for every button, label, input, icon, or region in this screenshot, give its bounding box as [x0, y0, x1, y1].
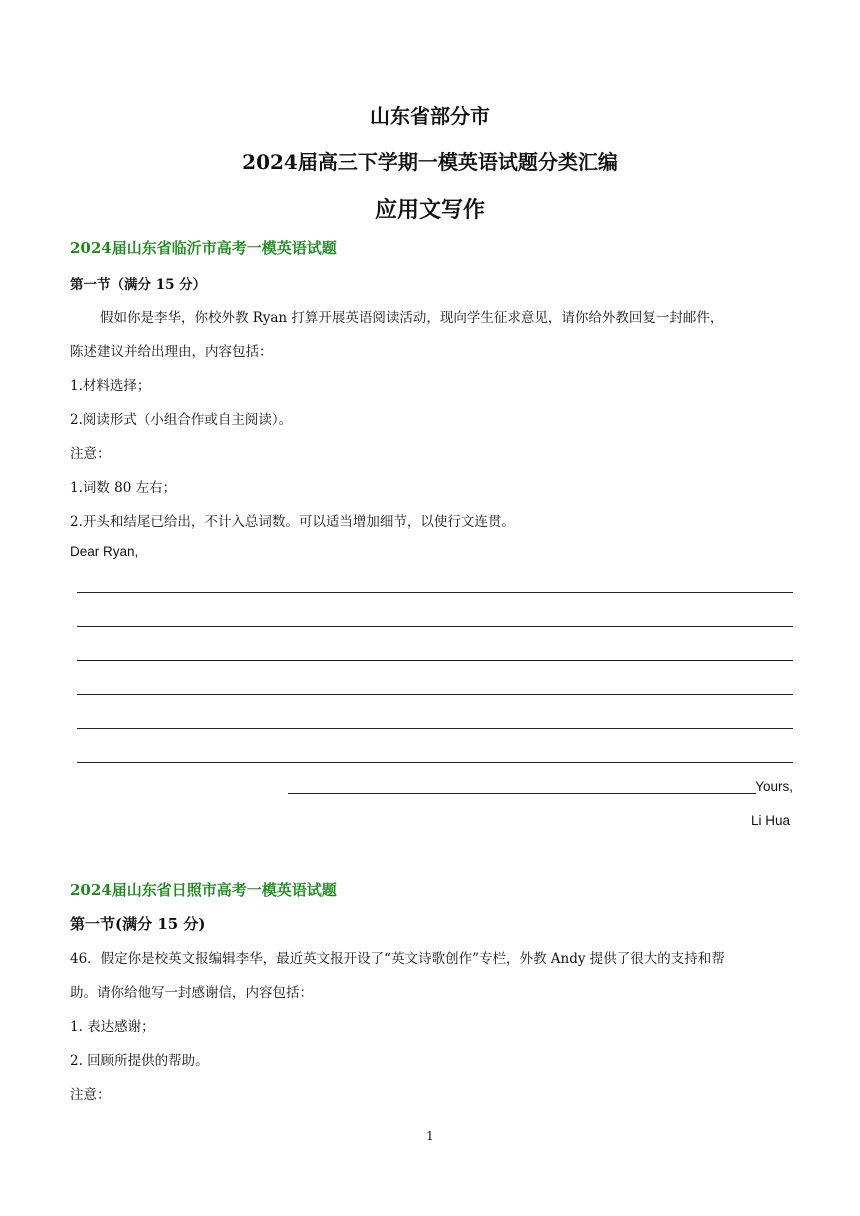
title-line-2: 2024届高三下学期一模英语试题分类汇编	[242, 150, 618, 174]
section2-item1: 1. 表达感谢；	[70, 1019, 155, 1035]
section2-prompt-line2: 助。请你给他写一封感谢信，内容包括：	[70, 985, 313, 1001]
page-number: 1	[426, 1129, 434, 1143]
title-line-3: 应用文写作	[374, 197, 485, 223]
signature: Li Hua	[750, 813, 790, 828]
section1-prompt-line1: 假如你是李华，你校外教 Ryan 打算开展英语阅读活动，现向学生征求意见，请你给外教回复一封邮件，	[100, 310, 724, 326]
closing-text: Yours,	[755, 779, 793, 794]
section2-prompt-line1: 46．假定你是校英文报编辑李华，最近英文报开设了“英文诗歌创作”专栏，外教 Andy 提供了很大的支持和帮	[70, 951, 725, 967]
section1-item2: 2.阅读形式（小组合作或自主阅读）。	[70, 412, 293, 428]
section2-subheading: 第一节(满分 15 分)	[70, 915, 206, 933]
answer-line	[77, 762, 793, 763]
section2-heading: 2024届山东省日照市高考一模英语试题	[70, 881, 337, 899]
section1-subheading: 第一节（满分 15 分）	[70, 277, 207, 293]
salutation: Dear Ryan,	[70, 544, 139, 559]
closing-row	[288, 779, 793, 797]
section1-item1: 1.材料选择；	[70, 378, 151, 394]
section1-prompt-line2: 陈述建议并给出理由，内容包括：	[70, 344, 273, 360]
closing-answer-line	[288, 793, 756, 794]
answer-line	[77, 694, 793, 695]
section1-note2: 2.开头和结尾已给出，不计入总词数。可以适当增加细节，以使行文连贯。	[70, 514, 515, 530]
section2-item2: 2. 回顾所提供的帮助。	[70, 1053, 209, 1069]
section1-heading: 2024届山东省临沂市高考一模英语试题	[70, 239, 337, 257]
title-line-1: 山东省部分市	[370, 104, 490, 128]
answer-line	[77, 660, 793, 661]
section1-note-label: 注意：	[70, 446, 111, 462]
section2-note-label: 注意：	[70, 1087, 111, 1103]
answer-line	[77, 728, 793, 729]
answer-line	[77, 626, 793, 627]
section1-note1: 1.词数 80 左右；	[70, 480, 177, 496]
answer-line	[77, 592, 793, 593]
